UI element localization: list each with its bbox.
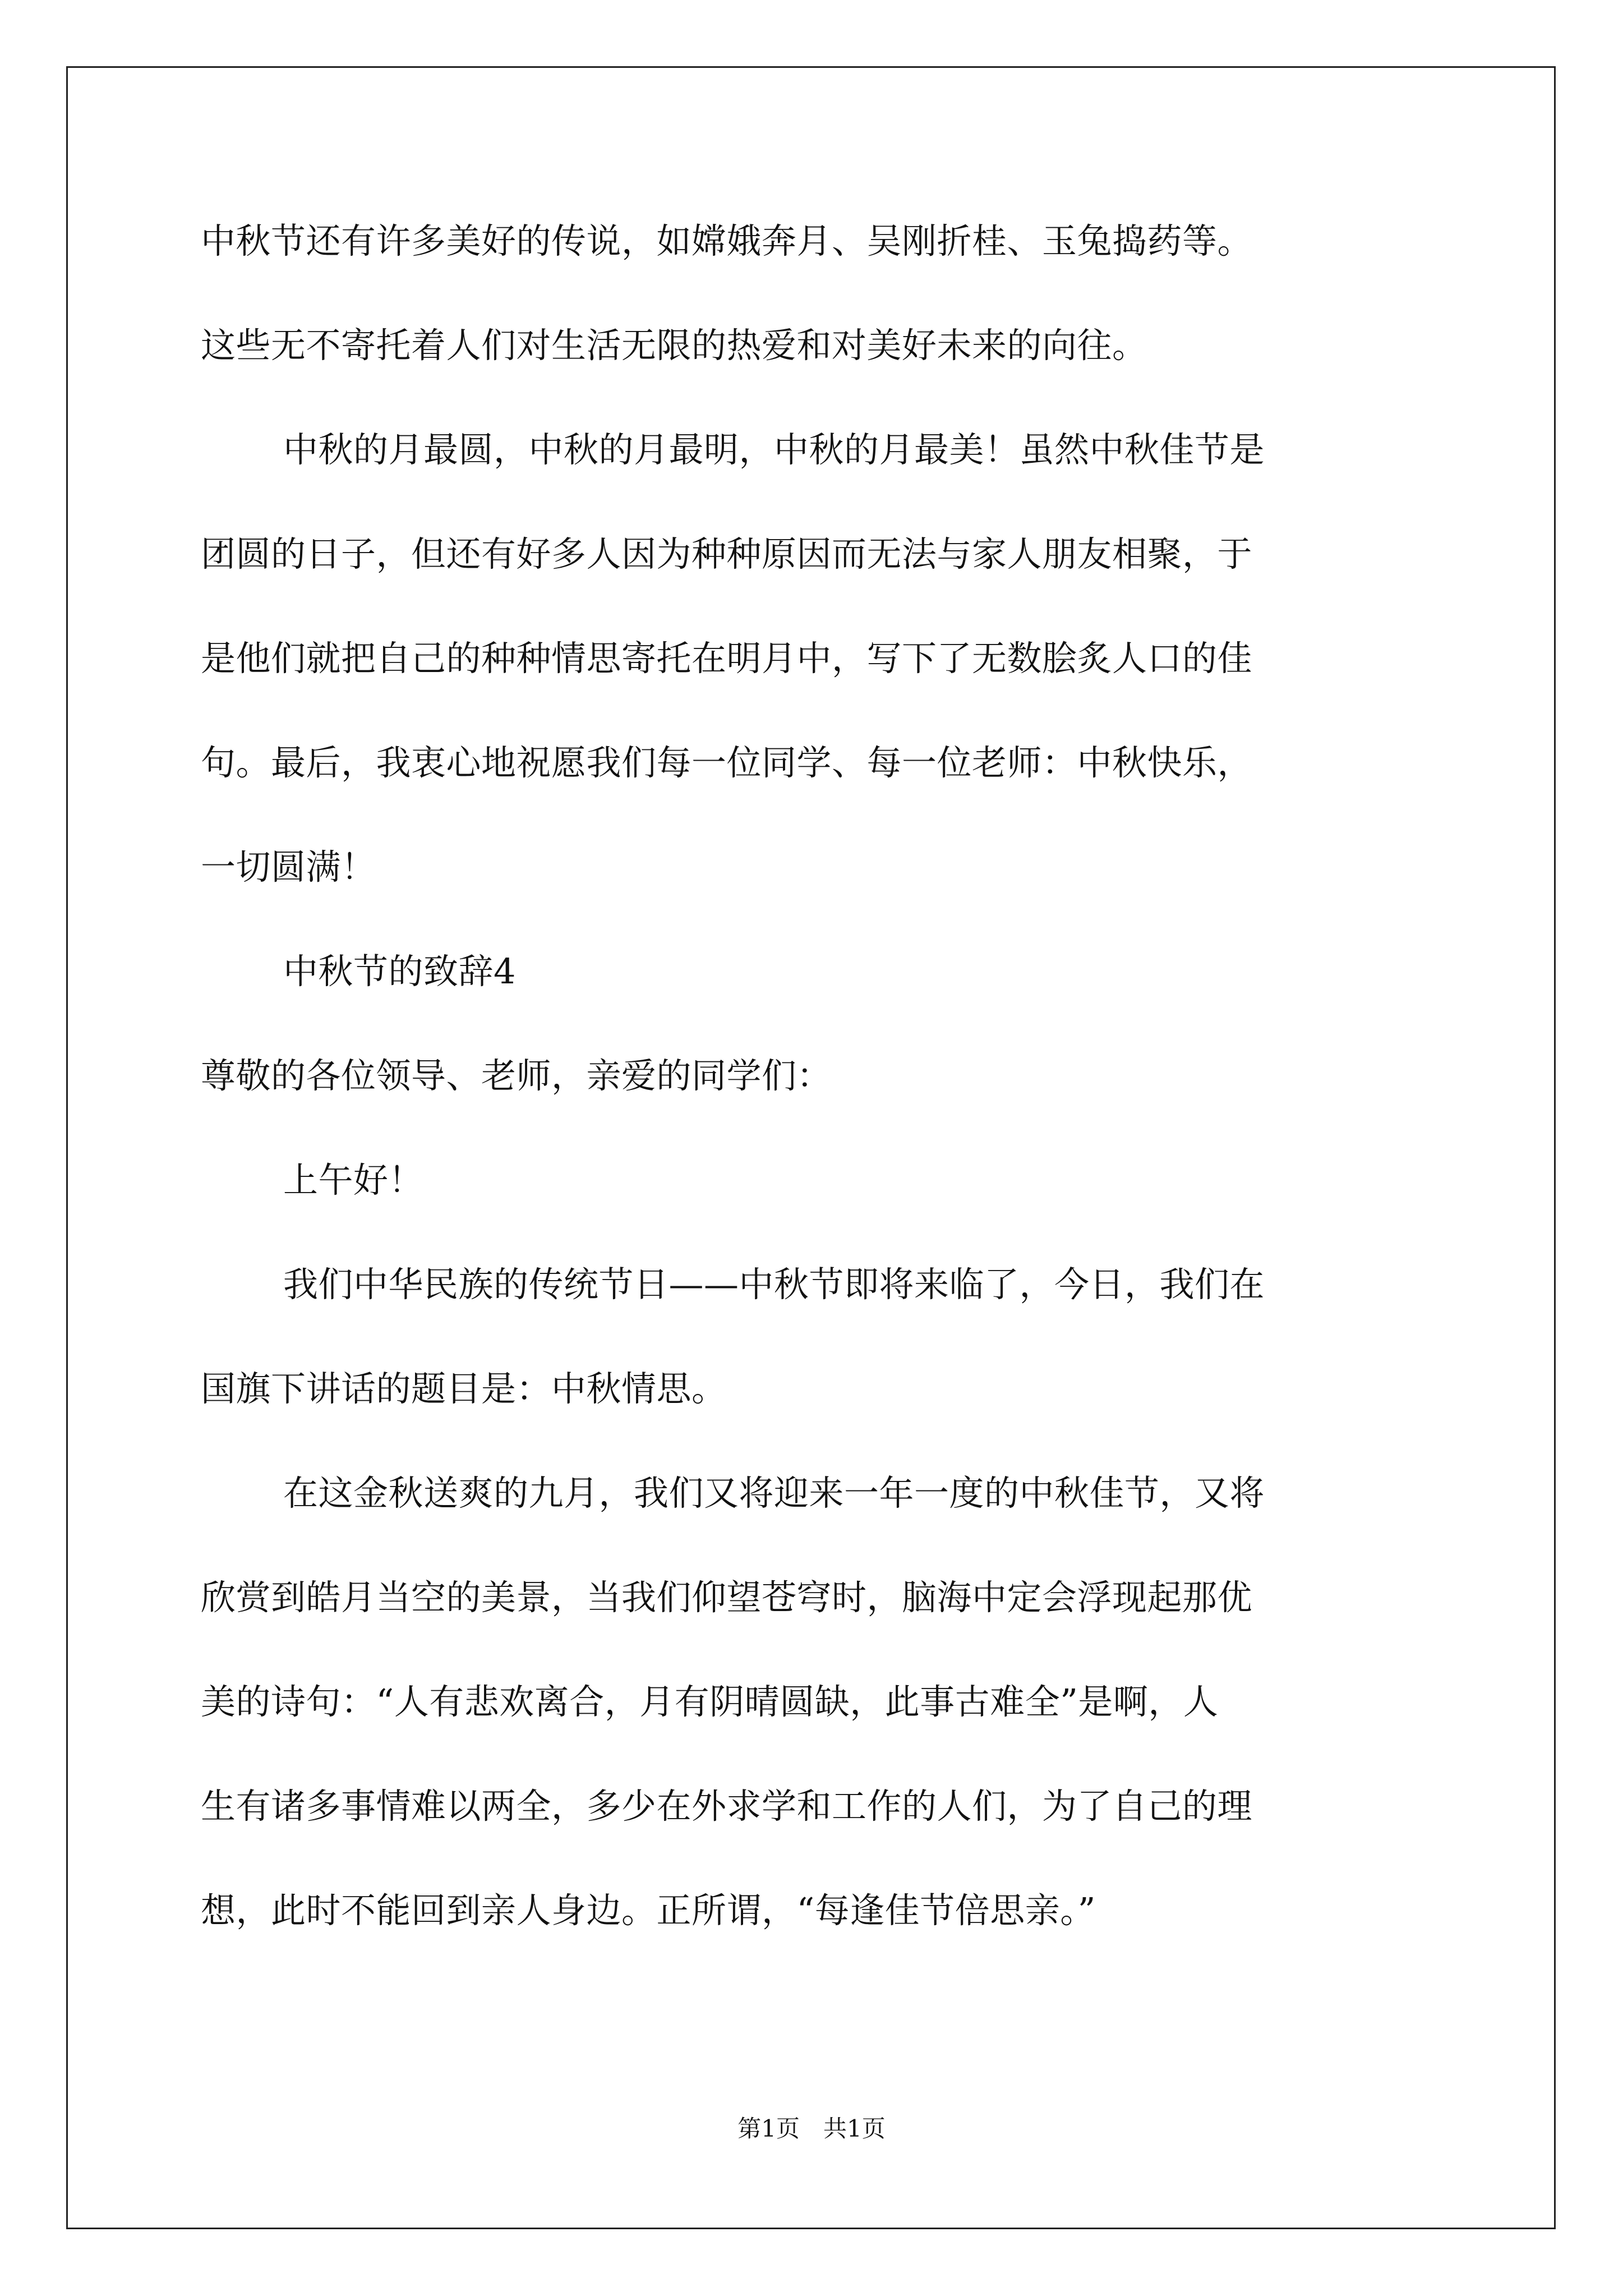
text-line: 这些无不寄托着人们对生活无限的热爱和对美好未来的向往。 bbox=[201, 325, 1147, 366]
text-line: 在这金秋送爽的九月，我们又将迎来一年一度的中秋佳节，又将 bbox=[283, 1473, 1265, 1513]
document-body bbox=[201, 219, 1423, 1993]
text-line: 句。最后，我衷心地祝愿我们每一位同学、每一位老师：中秋快乐， bbox=[201, 742, 1253, 783]
text-line: 欣赏到皓月当空的美景，当我们仰望苍穹时，脑海中定会浮现起那优 bbox=[201, 1577, 1253, 1618]
text-line: 我们中华民族的传统节日——中秋节即将来临了，今日，我们在 bbox=[283, 1264, 1265, 1305]
text-line: 尊敬的各位领导、老师，亲爱的同学们： bbox=[201, 1055, 832, 1096]
text-line: 团圆的日子，但还有好多人因为种种原因而无法与家人朋友相聚，于 bbox=[201, 533, 1253, 574]
text-line: 想，此时不能回到亲人身边。正所谓，“每逢佳节倍思亲。” bbox=[201, 1890, 1096, 1931]
text-line: 中秋的月最圆，中秋的月最明，中秋的月最美！虽然中秋佳节是 bbox=[283, 429, 1265, 470]
text-line: 是他们就把自己的种种情思寄托在明月中，写下了无数脍炙人口的佳 bbox=[201, 638, 1253, 679]
text-line: 中秋节还有许多美好的传说，如嫦娥奔月、吴刚折桂、玉兔捣药等。 bbox=[201, 220, 1253, 261]
page-footer: 第1页 共1页 bbox=[737, 2115, 886, 2142]
text-line: 生有诸多事情难以两全，多少在外求学和工作的人们，为了自己的理 bbox=[201, 1786, 1253, 1826]
text-line: 上午好！ bbox=[283, 1159, 424, 1200]
text-line: 美的诗句：“人有悲欢离合，月有阴晴圆缺，此事古难全”是啊，人 bbox=[201, 1681, 1219, 1722]
text-line: 一切圆满！ bbox=[201, 846, 376, 887]
text-line: 国旗下讲话的题目是：中秋情思。 bbox=[201, 1368, 727, 1409]
text-line: 中秋节的致辞4 bbox=[283, 951, 516, 992]
